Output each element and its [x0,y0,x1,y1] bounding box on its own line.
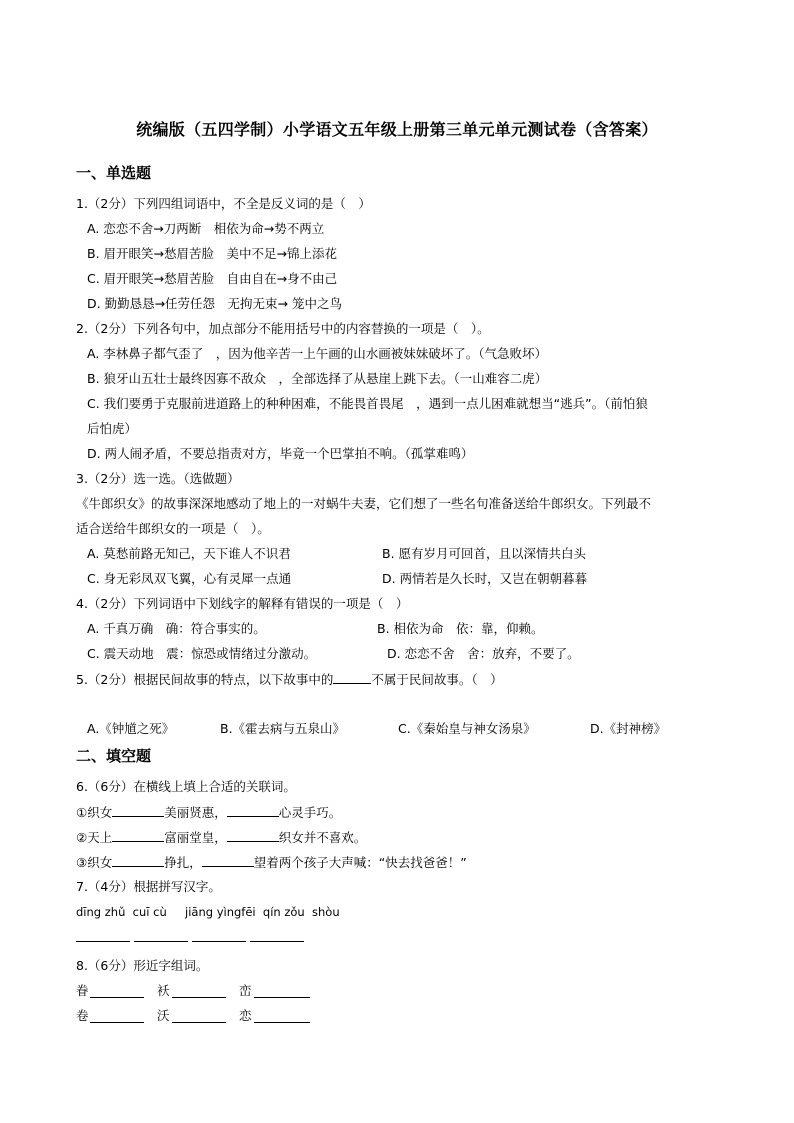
section-single-choice: 一、单选题 [76,164,152,182]
q6-row2-blank-2[interactable] [227,829,279,842]
q2-option-a: A. 李林鼻子都气歪了 ，因为他辛苦一上午画的山水画被妹妹破坏了。（气急败坏） [87,346,548,361]
q8-row2-char-2: 沃 [157,1008,170,1023]
q2-option-c-line1: C. 我们要勇于克服前进道路上的种种困难，不能畏首畏尾 ，遇到一点儿困难就想当“逃兵”。（前怕狼 [87,396,648,411]
q8-row1-blank-1[interactable] [90,985,144,998]
q1-option-a: A. 恋恋不舍→刀两断 相依为命→势不两立 [87,221,325,236]
q6-row-2 [76,829,366,846]
q3-option-d: D. 两情若是久长时，又岂在朝朝暮暮 [382,571,588,586]
q7-blank-row [76,929,304,946]
q3-option-c: C. 身无彩凤双飞翼，心有灵犀一点通 [87,571,292,586]
q1-option-d: D. 勤勤恳恳→任劳任怨 无拘无束→ 笼中之鸟 [87,296,342,311]
q6-row-3 [76,854,467,871]
q7-blank-3[interactable] [192,929,246,942]
q6-row-1 [76,804,341,821]
q8-row1-char-1: 眷 [76,983,89,998]
q6-row2-text-a: ②天上 [76,830,113,845]
q6-row2-blank-1[interactable] [112,829,164,842]
q3-option-b: B. 愿有岁月可回首，且以深情共白头 [382,546,587,561]
q6-row2-text-b: 富丽堂皇， [164,830,227,845]
q5-option-c: C.《秦始皇与神女汤泉》 [398,721,536,736]
q2-option-c-line2: 后怕虎） [87,421,138,436]
q3-option-a: A. 莫愁前路无知己，天下谁人不识君 [87,546,291,561]
q6-row1-blank-2[interactable] [227,804,279,817]
q8-row1-blank-3[interactable] [254,985,310,998]
page-title: 统编版（五四学制）小学语文五年级上册第三单元单元测试卷（含答案） [136,120,658,139]
q7-pinyin: dīng zhǔ cuī cù jiāng yìngfēi qín zǒu shòu [76,905,340,919]
q7-blank-1[interactable] [76,929,130,942]
q4-stem: 4.（2分）下列词语中下划线字的解释有错误的一项是（ ） [76,596,409,611]
q8-row2-char-1: 卷 [76,1008,89,1023]
q3-passage-line2: 适合送给牛郎织女的一项是（ ）。 [76,521,270,536]
q7-blank-2[interactable] [134,929,188,942]
q5-option-d: D.《封神榜》 [590,721,667,736]
q4-option-d: D. 恋恋不舍 舍：放弃，不要了。 [387,646,580,661]
q1-option-c: C. 眉开眼笑→愁眉苦脸 自由自在→身不由己 [87,271,338,286]
q5-option-a: A.《钟馗之死》 [87,721,175,736]
q2-option-d: D. 两人闹矛盾，不要总指责对方，毕竟一个巴掌拍不响。（孤掌难鸣） [87,446,474,461]
q5-stem [76,671,503,688]
q8-row-1 [76,983,336,1001]
q5-option-b: B.《霍去病与五泉山》 [220,721,346,736]
q6-row1-text-c: 心灵手巧。 [278,805,342,820]
q5-stem-part2: 不属于民间故事。（ ） [371,672,503,687]
q8-row2-blank-2[interactable] [172,1010,226,1023]
q1-stem: 1.（2分）下列四组词语中，不全是反义词的是（ ） [76,196,371,211]
q4-option-a: A. 千真万确 确：符合事实的。 [87,621,266,636]
section-fill-blank: 二、填空题 [76,747,152,765]
q8-row2-char-3: 恋 [239,1008,252,1023]
q7-stem: 7.（4分）根据拼写汉字。 [76,879,221,894]
q6-row1-blank-1[interactable] [112,804,164,817]
q4-option-c: C. 震天动地 震：惊恐或情绪过分激动。 [87,646,317,661]
q6-row3-blank-2[interactable] [202,854,254,867]
q6-row2-text-c: 织女并不喜欢。 [278,830,367,845]
q2-stem: 2.（2分）下列各句中，加点部分不能用括号中的内容替换的一项是（ ）。 [76,321,490,336]
q6-row3-text-c: 望着两个孩子大声喊：“快去找爸爸！” [253,855,467,870]
q1-option-b: B. 眉开眼笑→愁眉苦脸 美中不足→锦上添花 [87,246,337,261]
q8-row2-blank-1[interactable] [90,1010,144,1023]
q6-row1-text-a: ①织女 [76,805,113,820]
q8-row1-char-2: 袄 [157,983,170,998]
q6-row3-blank-1[interactable] [112,854,164,867]
q6-row1-text-b: 美丽贤惠， [164,805,227,820]
q8-row1-blank-2[interactable] [172,985,226,998]
q5-stem-part1: 5.（2分）根据民间故事的特点，以下故事中的 [76,672,334,687]
q4-option-b: B. 相依为命 依：靠，仰赖。 [377,621,544,636]
q6-stem: 6.（6分）在横线上填上合适的关联词。 [76,779,296,794]
q8-stem: 8.（6分）形近字组词。 [76,958,209,973]
q3-stem: 3.（2分）选一选。（选做题） [76,471,240,486]
q5-answer-blank[interactable] [333,671,371,684]
q6-row3-text-b: 挣扎， [164,855,202,870]
q8-row-2 [76,1008,336,1026]
q8-row2-blank-3[interactable] [254,1010,310,1023]
q7-blank-4[interactable] [250,929,304,942]
q6-row3-text-a: ③织女 [76,855,113,870]
q3-passage-line1: 《牛郎织女》的故事深深地感动了地上的一对蜗牛夫妻，它们想了一些名句准备送给牛郎织女。下列最不 [76,496,652,511]
q2-option-b: B. 狼牙山五壮士最终因寡不敌众 ，全部选择了从悬崖上跳下去。（一山难容二虎） [87,371,548,386]
q8-row1-char-3: 峦 [239,983,252,998]
